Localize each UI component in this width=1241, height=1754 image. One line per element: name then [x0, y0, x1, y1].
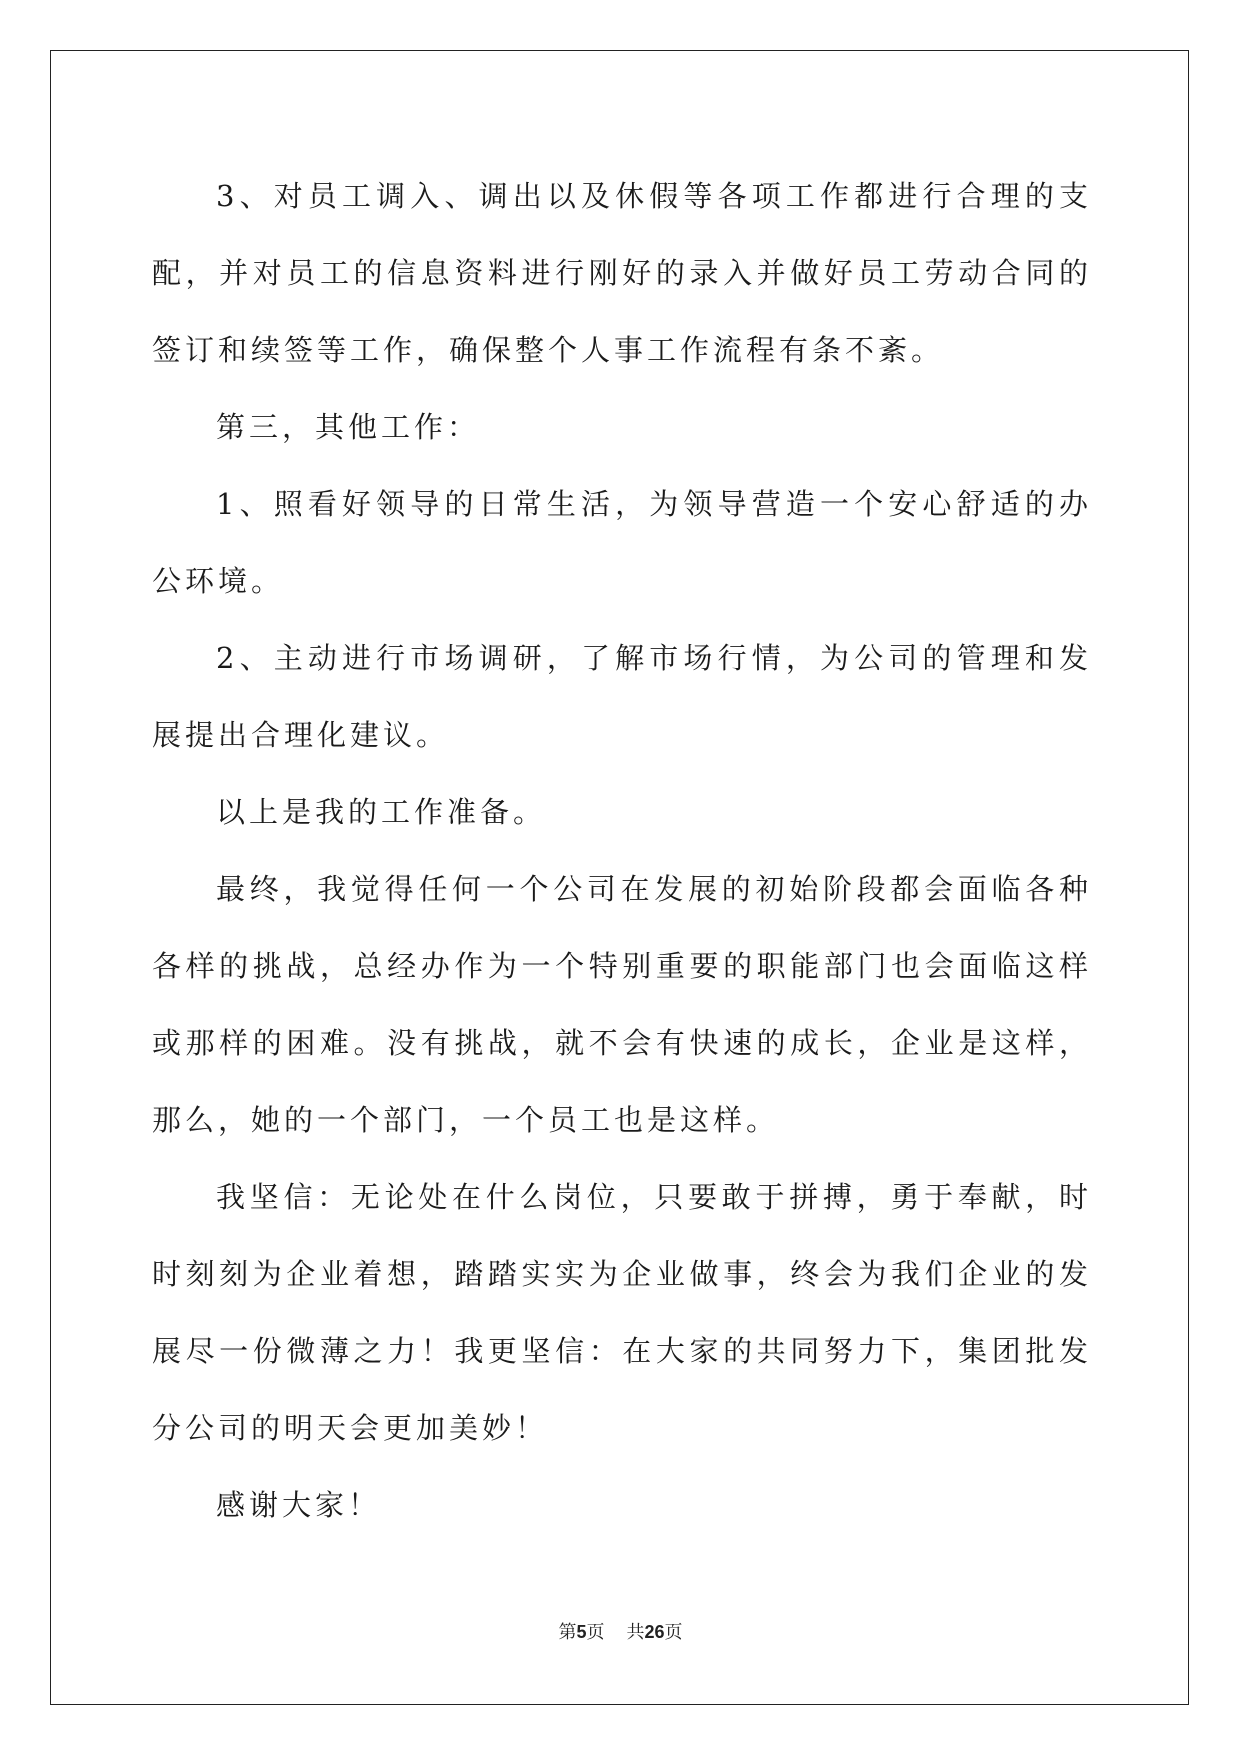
paragraph-leader-care: 1、照看好领导的日常生活，为领导营造一个安心舒适的办公环境。: [152, 487, 1092, 598]
paragraph-belief: 我坚信：无论处在什么岗位，只要敢于拼搏，勇于奉献，时时刻刻为企业着想，踏踏实实为企业做事，终会为我们企业的发展尽一份微薄之力！我更坚信：在大家的共同努力下，集团批发分公司的明天会更加美妙！: [152, 1180, 1092, 1445]
paragraph-section-heading: 第三，其他工作：: [216, 410, 481, 444]
paragraph-market-research: 2、主动进行市场调研，了解市场行情，为公司的管理和发展提出合理化建议。: [152, 641, 1092, 752]
paragraph-summary: 以上是我的工作准备。: [216, 795, 547, 829]
total-suffix: 页: [664, 1622, 683, 1643]
page-footer: [0, 1618, 1241, 1644]
paragraph-staff-arrangement: 3、对员工调入、调出以及休假等各项工作都进行合理的支配，并对员工的信息资料进行刚好的录入并做好员工劳动合同的签订和续签等工作，确保整个人事工作流程有条不紊。: [152, 179, 1092, 367]
paragraph-thanks: 感谢大家！: [216, 1488, 382, 1522]
page-number: 5: [576, 1622, 587, 1642]
page-suffix: 页: [586, 1622, 605, 1643]
total-pages: 26: [644, 1622, 665, 1642]
paragraph-challenges: 最终，我觉得任何一个公司在发展的初始阶段都会面临各种各样的挑战，总经办作为一个特别重要的职能部门也会面临这样或那样的困难。没有挑战，就不会有快速的成长，企业是这样，那么，她的一个部门，一个员工也是这样。: [152, 872, 1092, 1137]
page-prefix: 第: [558, 1622, 577, 1643]
document-body: [152, 158, 1092, 1544]
total-prefix: 共: [626, 1622, 645, 1643]
